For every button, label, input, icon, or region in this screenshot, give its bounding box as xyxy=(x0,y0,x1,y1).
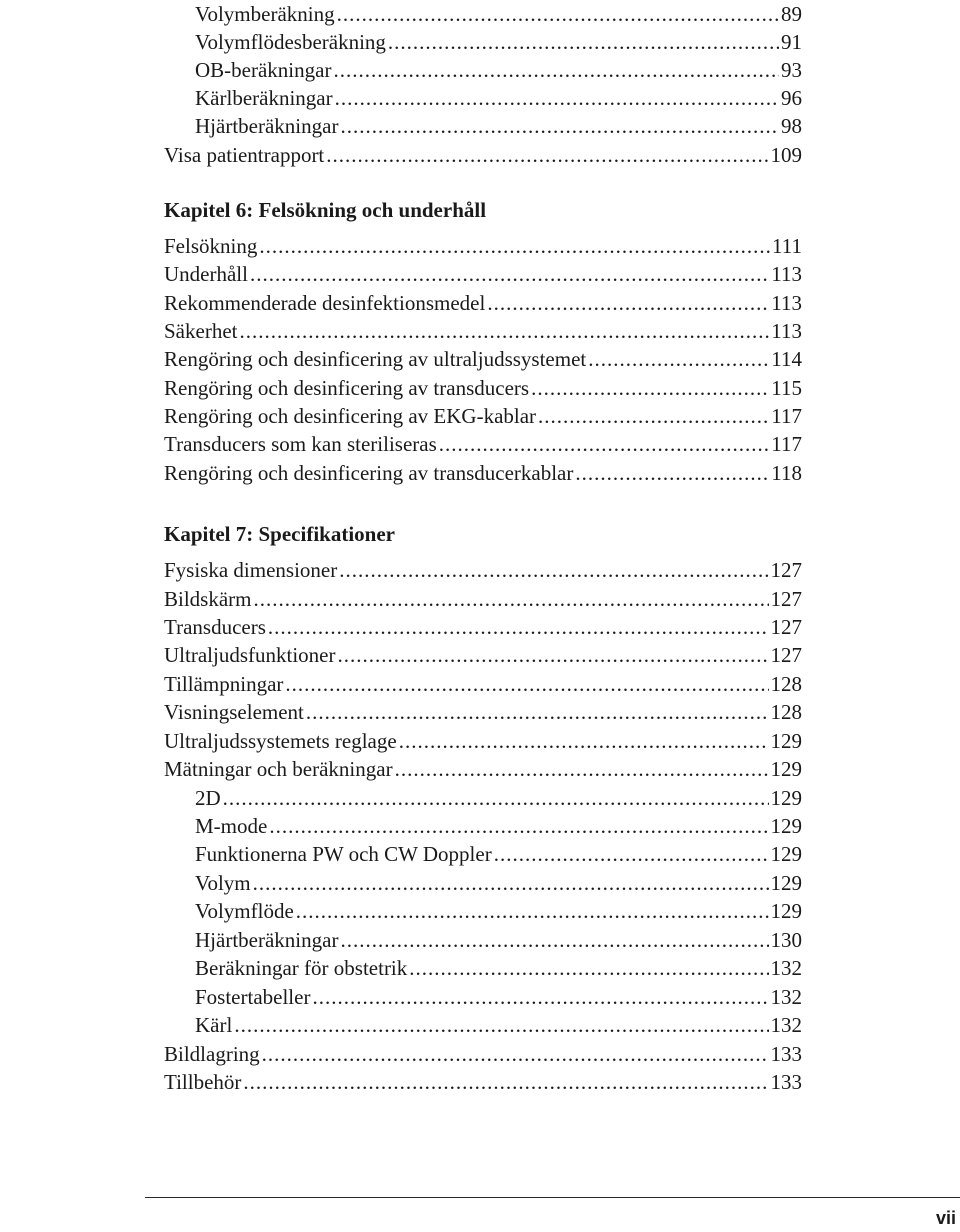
toc-entry[interactable] xyxy=(195,112,802,140)
dot-leader xyxy=(239,317,769,345)
toc-entry[interactable] xyxy=(164,374,802,402)
toc-entry[interactable] xyxy=(164,1068,802,1096)
toc-entry-page: 129 xyxy=(770,757,802,781)
toc-entry-title: OB-beräkningar xyxy=(195,58,332,82)
toc-entry-title: Rengöring och desinficering av transducers xyxy=(164,376,530,400)
dot-leader xyxy=(268,613,769,641)
toc-entry-page: 133 xyxy=(770,1070,802,1094)
toc-entry-page: 117 xyxy=(771,432,802,456)
toc-entry-page: 127 xyxy=(770,558,802,582)
toc-entry-title: Volymflödesberäkning xyxy=(195,30,386,54)
toc-entry-title: Beräkningar för obstetrik xyxy=(195,956,408,980)
toc-entry[interactable] xyxy=(164,556,802,584)
toc-entry-title: Visningselement xyxy=(164,700,304,724)
toc-entry-title: Transducers som kan steriliseras xyxy=(164,432,437,456)
dot-leader xyxy=(337,0,779,28)
toc-entry-page: 128 xyxy=(770,672,802,696)
toc-entry-page: 113 xyxy=(771,291,802,315)
toc-entry-page: 127 xyxy=(770,643,802,667)
dot-leader xyxy=(388,28,779,56)
toc-entry[interactable] xyxy=(164,641,802,669)
toc-entry-title: Visa patientrapport xyxy=(164,143,325,167)
toc-entry[interactable] xyxy=(164,289,802,317)
dot-leader xyxy=(335,84,779,112)
toc-entry[interactable] xyxy=(195,0,802,28)
footer-rule xyxy=(145,1197,960,1198)
toc-entry[interactable] xyxy=(164,670,802,698)
toc-entry-title: Rengöring och desinficering av ultraljudssystemet xyxy=(164,347,587,371)
dot-leader xyxy=(250,260,769,288)
toc-entry[interactable] xyxy=(195,84,802,112)
toc-entry-page: 118 xyxy=(771,461,802,485)
toc-entry-page: 127 xyxy=(770,587,802,611)
toc-entry-page: 129 xyxy=(770,786,802,810)
toc-entry[interactable] xyxy=(164,141,802,169)
dot-leader xyxy=(254,585,769,613)
toc-entry-page: 127 xyxy=(770,615,802,639)
toc-entry[interactable] xyxy=(195,954,802,982)
toc-entry-page: 129 xyxy=(770,899,802,923)
dot-leader xyxy=(223,784,769,812)
toc-entry[interactable] xyxy=(164,727,802,755)
chapter-heading: Kapitel 7: Specifikationer xyxy=(164,522,395,546)
toc-entry-page: 89 xyxy=(781,2,802,26)
toc-entry-page: 115 xyxy=(771,376,802,400)
dot-leader xyxy=(487,289,769,317)
toc-entry[interactable] xyxy=(195,869,802,897)
toc-entry[interactable] xyxy=(164,260,802,288)
toc-entry[interactable] xyxy=(164,1040,802,1068)
toc-entry[interactable] xyxy=(164,585,802,613)
toc-entry-title: Ultraljudsfunktioner xyxy=(164,643,336,667)
toc-entry-title: Tillbehör xyxy=(164,1070,242,1094)
toc-entry-title: Tillämpningar xyxy=(164,672,284,696)
toc-entry-page: 93 xyxy=(781,58,802,82)
dot-leader xyxy=(588,345,769,373)
toc-entry[interactable] xyxy=(195,897,802,925)
toc-entry-page: 113 xyxy=(771,262,802,286)
toc-entry-title: Ultraljudssystemets reglage xyxy=(164,729,397,753)
dot-leader xyxy=(337,641,768,669)
dot-leader xyxy=(575,459,769,487)
toc-entry[interactable] xyxy=(195,926,802,954)
toc-entry-page: 109 xyxy=(770,143,802,167)
dot-leader xyxy=(234,1011,768,1039)
dot-leader xyxy=(494,840,769,868)
toc-entry-page: 132 xyxy=(770,985,802,1009)
toc-entry-page: 129 xyxy=(770,814,802,838)
dot-leader xyxy=(253,869,769,897)
dot-leader xyxy=(399,727,769,755)
toc-entry-title: Volymflöde xyxy=(195,899,294,923)
toc-entry-page: 128 xyxy=(770,700,802,724)
toc-entry-page: 129 xyxy=(770,842,802,866)
dot-leader xyxy=(285,670,768,698)
toc-entry-page: 113 xyxy=(771,319,802,343)
toc-entry-title: Säkerhet xyxy=(164,319,238,343)
dot-leader xyxy=(531,374,769,402)
toc-entry[interactable] xyxy=(195,784,802,812)
toc-entry-title: Bildskärm xyxy=(164,587,252,611)
toc-entry[interactable] xyxy=(164,459,802,487)
toc-entry[interactable] xyxy=(164,345,802,373)
toc-entry-title: Felsökning xyxy=(164,234,258,258)
toc-entry-title: Volym xyxy=(195,871,251,895)
toc-entry[interactable] xyxy=(164,755,802,783)
dot-leader xyxy=(296,897,769,925)
toc-entry-page: 111 xyxy=(772,234,802,258)
toc-entry-page: 130 xyxy=(770,928,802,952)
toc-entry-page: 133 xyxy=(770,1042,802,1066)
toc-entry-title: Fysiska dimensioner xyxy=(164,558,338,582)
toc-entry-page: 96 xyxy=(781,86,802,110)
toc-entry-page: 132 xyxy=(770,1013,802,1037)
toc-entry-title: Volymberäkning xyxy=(195,2,335,26)
toc-entry-title: 2D xyxy=(195,786,221,810)
dot-leader xyxy=(259,232,770,260)
toc-entry-page: 129 xyxy=(770,871,802,895)
dot-leader xyxy=(326,141,768,169)
toc-entry-title: Rengöring och desinficering av transducerkablar xyxy=(164,461,574,485)
dot-leader xyxy=(262,1040,769,1068)
dot-leader xyxy=(340,112,779,140)
toc-entry-page: 91 xyxy=(781,30,802,54)
toc-entry[interactable] xyxy=(195,983,802,1011)
chapter-heading: Kapitel 6: Felsökning och underhåll xyxy=(164,198,487,222)
toc-entry-page: 98 xyxy=(781,114,802,138)
dot-leader xyxy=(339,556,768,584)
toc-entry[interactable] xyxy=(195,28,802,56)
toc-entry-title: Kärl xyxy=(195,1013,233,1037)
toc-entry-title: M-mode xyxy=(195,814,268,838)
toc-entry-page: 117 xyxy=(771,404,802,428)
toc-entry-title: Funktionerna PW och CW Doppler xyxy=(195,842,492,866)
dot-leader xyxy=(340,926,768,954)
toc-entry[interactable] xyxy=(164,232,802,260)
toc-entry-title: Hjärtberäkningar xyxy=(195,114,339,138)
toc-entry-title: Rekommenderade desinfektionsmedel xyxy=(164,291,486,315)
dot-leader xyxy=(269,812,768,840)
toc-entry-title: Fostertabeller xyxy=(195,985,311,1009)
toc-entry[interactable] xyxy=(195,1011,802,1039)
page-number: vii xyxy=(935,1208,956,1228)
toc-entry[interactable] xyxy=(164,430,802,458)
toc-entry[interactable] xyxy=(195,812,802,840)
dot-leader xyxy=(395,755,769,783)
dot-leader xyxy=(333,56,779,84)
toc-entry[interactable] xyxy=(195,840,802,868)
toc-entry-title: Rengöring och desinficering av EKG-kablar xyxy=(164,404,537,428)
toc-entry-title: Bildlagring xyxy=(164,1042,260,1066)
toc-entry[interactable] xyxy=(164,402,802,430)
toc-entry-page: 132 xyxy=(770,956,802,980)
dot-leader xyxy=(312,983,768,1011)
dot-leader xyxy=(306,698,769,726)
dot-leader xyxy=(243,1068,768,1096)
toc-entry[interactable] xyxy=(164,613,802,641)
toc-entry-title: Kärlberäkningar xyxy=(195,86,333,110)
toc-entry[interactable] xyxy=(195,56,802,84)
toc-entry[interactable] xyxy=(164,698,802,726)
toc-entry-title: Underhåll xyxy=(164,262,248,286)
toc-entry-page: 114 xyxy=(771,347,802,371)
toc-entry-title: Hjärtberäkningar xyxy=(195,928,339,952)
toc-entry-title: Mätningar och beräkningar xyxy=(164,757,393,781)
toc-entry-page: 129 xyxy=(770,729,802,753)
toc-entry[interactable] xyxy=(164,317,802,345)
dot-leader xyxy=(439,430,770,458)
dot-leader xyxy=(538,402,769,430)
toc-entry-title: Transducers xyxy=(164,615,266,639)
dot-leader xyxy=(409,954,768,982)
